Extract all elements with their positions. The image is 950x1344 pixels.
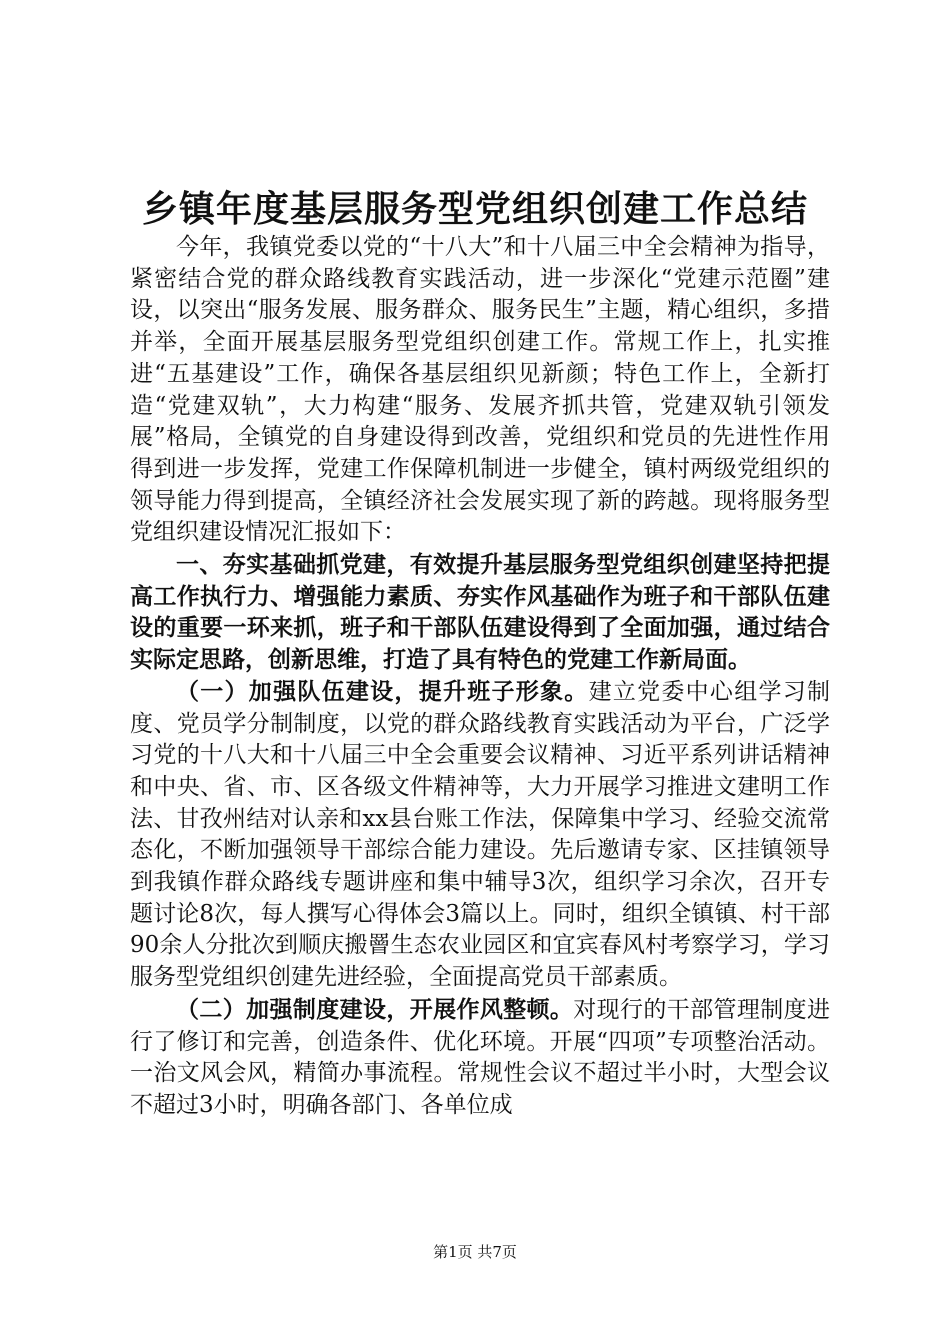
document-body — [130, 232, 830, 1122]
subsection-paragraph-1 — [130, 676, 830, 994]
page-number-footer: 第1页 共7页 — [433, 1243, 517, 1261]
subsection-text-1: 建立党委中心组学习制度、党员学分制制度，以党的群众路线教育实践活动为平台，广泛学习党的十八大和十八届三中全会重要会议精神、习近平系列讲话精神和中央、省、市、区各级文件精神等，大力开展学习推进文建明工作法、甘孜州结对认亲和xx县台账工作法，保障集中学习、经验交流常态化，不断加强领导干部综合能力建设。先后邀请专家、区挂镇领导到我镇作群众路线专题讲座和集中辅导3次，组织学习余次，召开专题讨论8次，每人撰写心得体会3篇以上。同时，组织全镇镇、村干部90余人分批次到顺庆搬罾生态农业园区和宜宾春风村考察学习，学习服务型党组织创建先进经验，全面提高党员干部素质。 — [130, 678, 831, 991]
subsection-paragraph-2 — [130, 994, 830, 1122]
section-heading-1: 一、夯实基础抓党建，有效提升基层服务型党组织创建坚持把提高工作执行力、增强能力素质、夯实作风基础作为班子和干部队伍建设的重要一环来抓，班子和干部队伍建设得到了全面加强，通过结合实际定思路，创新思维，打造了具有特色的党建工作新局面。 — [130, 551, 830, 674]
document-title: 乡镇年度基层服务型党组织创建工作总结 — [141, 188, 808, 230]
subsection-heading-1: （一）加强队伍建设，提升班子形象。 — [176, 677, 589, 705]
intro-paragraph: 今年，我镇党委以党的“十八大”和十八届三中全会精神为指导，紧密结合党的群众路线教育实践活动，进一步深化“党建示范圈”建设，以突出“服务发展、服务群众、服务民生”主题，精心组织，多措并举，全面开展基层服务型党组织创建工作。常规工作上，扎实推进“五基建设”工作，确保各基层组织见新颜；特色工作上，全新打造“党建双轨”，大力构建“服务、发展齐抓共管，党建双轨引领发展”格局，全镇党的自身建设得到改善，党组织和党员的先进性作用得到进一步发挥，党建工作保障机制进一步健全，镇村两级党组织的领导能力得到提高，全镇经济社会发展实现了新的跨越。现将服务型党组织建设情况汇报如下： — [130, 234, 830, 546]
subsection-text-2: 对现行的干部管理制度进行了修订和完善，创造条件、优化环境。开展“四项”专项整治活动。一治文风会风，精简办事流程。常规性会议不超过半小时，大型会议不超过3小时，明确各部门、各单位成 — [130, 996, 831, 1118]
subsection-heading-2: （二）加强制度建设，开展作风整顿。 — [176, 995, 574, 1023]
